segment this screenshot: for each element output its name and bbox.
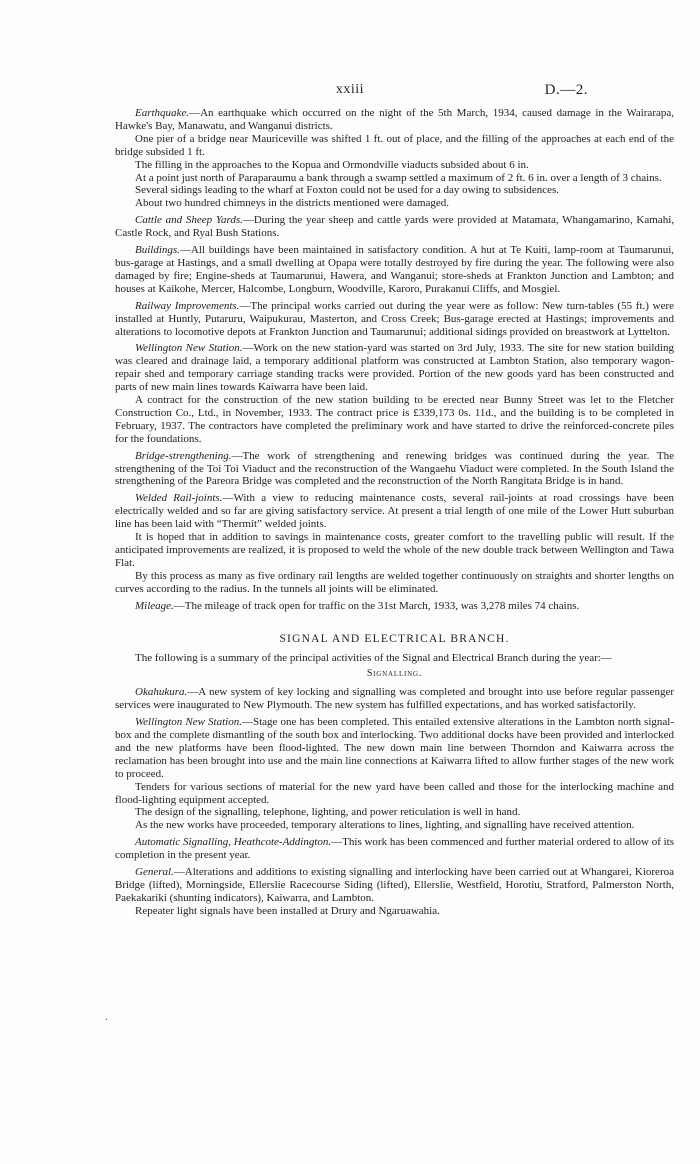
paragraph (115, 214, 674, 240)
paragraph (115, 600, 674, 613)
paragraph (115, 159, 674, 172)
paragraph-text: —During the year sheep and cattle yards were provided at Matamata, Whangamarino, Kamahi, Castle Rock, and Ryal Bush Stations. (115, 214, 674, 240)
page-header (0, 82, 700, 104)
paragraph (115, 531, 674, 570)
paragraph-heading: Mileage. (135, 599, 174, 612)
paragraph-text: About two hundred chimneys in the districts mentioned were damaged. (135, 197, 450, 210)
section-signalling (115, 686, 674, 917)
paragraph-heading: Buildings. (135, 244, 180, 257)
section-title: SIGNAL AND ELECTRICAL BRANCH. (279, 632, 510, 645)
paragraph-text: The design of the signalling, telephone, lighting, and power reticulation is well in hand. (135, 806, 521, 819)
paragraph-heading: Bridge-strengthening. (135, 449, 232, 462)
paragraph (115, 686, 674, 712)
paragraph-heading: Automatic Signalling, Heathcote-Addington. (135, 836, 332, 849)
paragraph-text: —An earthquake which occurred on the night of the 5th March, 1934, caused damage in the Wairarapa, Hawke's Bay, Manawatu, and Wanganui districts. (115, 107, 674, 132)
paragraph-text: At a point just north of Paraparaumu a bank through a swamp settled a maximum of 2 ft. 6 in. over a length of 3 chains. (135, 171, 662, 184)
sub-title: Signalling. (366, 668, 423, 680)
page-number: xxiii (335, 82, 365, 97)
paragraph-text: Several sidings leading to the wharf at Foxton could not be used for a day owing to subsidences. (135, 184, 560, 197)
paragraph-text: —Stage one has been completed. This entailed extensive alterations in the Lambton north signal-box and the complete dismantling of the south box and interlocking. Two additional docks have been provided and interlocked and the new platforms have been flood-lighted. The new down main line between Thorndon and Kaiwarra across the reclamation has been brought into use and the main line connections at Kaiwarra lifted to allow further stages of the new work to proceed. (115, 716, 674, 780)
document-reference: D.—2. (544, 82, 588, 98)
paragraph-heading: Cattle and Sheep Yards. (135, 214, 243, 227)
paragraph-text: —The mileage of track open for traffic on the 31st March, 1933, was 3,278 miles 74 chains. (173, 599, 580, 612)
paragraph-text: —The work of strengthening and renewing bridges was continued during the year. The strengthening of the Toi Toi Viaduct and the reconstruction of the Wangaehu Viaduct were completed. In the South Island the strengthening of the Pareora Bridge was completed and the reconstruction of the North Rangitata Bridge is in hand. (115, 449, 674, 488)
paragraph-text: —A new system of key locking and signalling was completed and brought into use before regular passenger services were inaugurated to New Plymouth. The new system has fulfilled expectations, and has worked satisfactorily. (115, 686, 674, 712)
paragraph (115, 107, 674, 133)
paragraph (115, 184, 674, 197)
paragraph (115, 342, 674, 394)
paragraph-heading: Wellington New Station. (135, 342, 243, 355)
paragraph-heading: Welded Rail-joints. (135, 492, 223, 505)
paragraph (115, 300, 674, 339)
section-intro: The following is a summary of the principal activities of the Signal and Electrical Branch during the year:— (135, 652, 612, 665)
paragraph-heading: Okahukura. (135, 686, 188, 699)
paragraph (115, 781, 674, 807)
paragraph (115, 172, 674, 185)
paragraph-text: —This work has been commenced and further material ordered to allow of its completion in the present year. (115, 836, 675, 862)
paragraph-text: Repeater light signals have been installed at Drury and Ngaruawahia. (135, 904, 440, 917)
paragraph (115, 819, 674, 832)
paragraph (115, 905, 674, 918)
paragraph-text: —All buildings have been maintained in satisfactory condition. A hut at Te Kuiti, lamp-room at Taumarunui, bus-garage at Hastings, and a small dwelling at Opapa were totally destroyed by fire during the year. The following were also damaged by fire; Engine-sheds at Taumarunui, Hawera, and Wanganui; store-sheds at Frankton Junction and Lambton; and houses at Kaikohe, Mercer, Halcombe, Longburn, Woodville, Karoro, Purakanui Cliffs, and Mosgiel. (115, 244, 674, 295)
paragraph-text: —Alterations and additions to existing signalling and interlocking have been carried out at Whangarei, Kioreroa Bridge (lifted), Morningside, Ellerslie Racecourse Siding (lifted), Ellerslie, Westfield, Horotiu, Stratford, Palmerston North, Paekakariki (shunting indicators), Kaiwarra, and Lambton. (115, 866, 674, 904)
paragraph-text: —Work on the new station-yard was started on 3rd July, 1933. The site for new station building was cleared and drainage laid, a temporary additional platform was constructed at Lambton Station, also temporary wagon-repair shed and temporary carriage standing tracks were provided. Portion of the new goods yard has been constructed and parts of new main lines towards Kaiwarra have been laid. (115, 342, 674, 394)
paragraph-text: Tenders for various sections of material for the new yard have been called and those for the interlocking machine and flood-lighting equipment accepted. (115, 780, 674, 806)
paragraph (115, 197, 674, 210)
margin-mark: . (105, 1011, 108, 1023)
document-body (115, 103, 674, 918)
paragraph-text: The filling in the approaches to the Kopua and Ormondville viaducts subsided about 6 in. (135, 158, 529, 171)
paragraph-heading: General. (135, 866, 174, 879)
paragraph (115, 244, 674, 296)
paragraph (115, 133, 674, 159)
paragraph-text: One pier of a bridge near Mauriceville was shifted 1 ft. out of place, and the filling of the approaches at each end of the bridge subsided 1 ft. (115, 132, 674, 158)
paragraph-heading: Earthquake. (135, 107, 190, 119)
paragraph-text: As the new works have proceeded, temporary alterations to lines, lighting, and signalling have received attention. (135, 819, 635, 832)
paragraph-text: It is hoped that in addition to savings in maintenance costs, greater comfort to the travelling public will result. If the anticipated improvements are realized, it is proposed to weld the whole of the new double track between Wellington and Tawa Flat. (115, 531, 674, 569)
paragraph-text: —The principal works carried out during the year were as follow: New turn-tables (55 ft.) were installed at Huntly, Putaruru, Waipukurau, Masterton, and Cross Creek; Bus-garage erected at Hastings; improvements and alterations to locomotive depots at Frankton Junction and Taumarunui; additional sidings provided on breastwork at Lyttelton. (115, 299, 674, 338)
paragraph (115, 716, 674, 781)
paragraph-heading: Railway Improvements. (135, 299, 240, 312)
paragraph (115, 450, 674, 489)
paragraph-text: —With a view to reducing maintenance costs, several rail-joints at road crossings have been electrically welded and so far are giving satisfactory service. At present a trial length of one mile of the Lower Hutt suburban line has been laid with “Thermit” welded joints. (115, 492, 674, 531)
paragraph (115, 836, 674, 862)
paragraph (115, 492, 674, 531)
paragraph (115, 570, 674, 596)
paragraph (115, 806, 674, 819)
section-way-and-works (115, 107, 674, 613)
paragraph (115, 866, 674, 905)
paragraph (115, 394, 674, 446)
paragraph-text: By this process as many as five ordinary rail lengths are welded together continuously on straights and shorter lengths on curves according to the radius. In the tunnels all joints will be eliminated. (115, 569, 674, 595)
paragraph-heading: Wellington New Station. (135, 716, 242, 729)
paragraph-text: A contract for the construction of the new station building to be erected near Bunny Street was let to the Fletcher Construction Co., Ltd., in November, 1933. The contract price is £339,173 0s. 11d., and the building is to be completed in February, 1937. The contractors have completed the preliminary work and have started to drive the reinforced-concrete piles for the foundations. (115, 394, 674, 445)
